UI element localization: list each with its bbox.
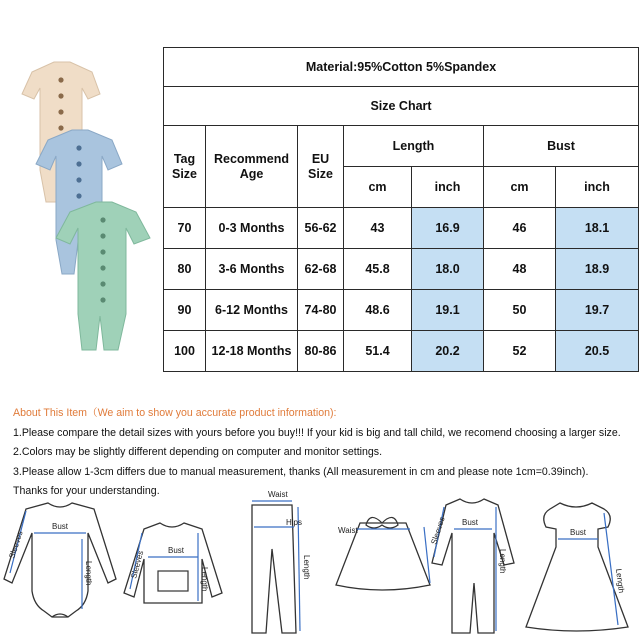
bust-label: Bust bbox=[570, 528, 587, 537]
bust-label: Bust bbox=[462, 518, 479, 527]
cell-bust-cm: 50 bbox=[484, 290, 556, 331]
table-row bbox=[164, 249, 639, 290]
material-text: Material:95%Cotton 5%Spandex bbox=[164, 48, 639, 87]
note-line-3: 3.Please allow 1-3cm differs due to manual measurement, thanks (All measurement in cm and please note 1cm=0.39inch). bbox=[13, 465, 589, 478]
note-line-1: 1.Please compare the detail sizes with yours before you buy!!! If your kid is big and tall child, we recomend choosing a larger size. bbox=[13, 426, 621, 439]
dress-diagram bbox=[524, 493, 630, 638]
cell-tag: 70 bbox=[164, 208, 206, 249]
chart-title: Size Chart bbox=[164, 87, 639, 126]
header-length-inch: inch bbox=[412, 167, 484, 208]
skirt-diagram bbox=[334, 493, 432, 638]
waist-label: Waist bbox=[338, 526, 358, 535]
cell-length-cm: 51.4 bbox=[344, 331, 412, 372]
cell-length-cm: 43 bbox=[344, 208, 412, 249]
pants-diagram bbox=[240, 490, 311, 638]
sweatshirt-diagram bbox=[129, 493, 222, 638]
cell-tag: 100 bbox=[164, 331, 206, 372]
cell-age: 12-18 Months bbox=[206, 331, 298, 372]
cell-length-cm: 45.8 bbox=[344, 249, 412, 290]
header-bust-inch: inch bbox=[556, 167, 639, 208]
sleeves-label: Sleeves bbox=[7, 529, 25, 560]
cell-eu: 74-80 bbox=[298, 290, 344, 331]
notes-heading: About This Item（We aim to show you accurate product information): bbox=[13, 407, 337, 419]
table-row bbox=[164, 208, 639, 249]
cell-length-inch: 18.0 bbox=[412, 249, 484, 290]
cell-length-inch: 19.1 bbox=[412, 290, 484, 331]
size-chart-table bbox=[163, 47, 639, 372]
cell-bust-inch: 19.7 bbox=[556, 290, 639, 331]
header-length-cm: cm bbox=[344, 167, 412, 208]
cell-bust-inch: 20.5 bbox=[556, 331, 639, 372]
length-label: Length bbox=[200, 567, 209, 592]
header-recommend-age: Recommend Age bbox=[206, 126, 298, 208]
cell-age: 3-6 Months bbox=[206, 249, 298, 290]
table-row bbox=[164, 290, 639, 331]
cell-bust-cm: 46 bbox=[484, 208, 556, 249]
cell-tag: 80 bbox=[164, 249, 206, 290]
cell-length-cm: 48.6 bbox=[344, 290, 412, 331]
cell-eu: 62-68 bbox=[298, 249, 344, 290]
header-bust-cm: cm bbox=[484, 167, 556, 208]
sleeves-label: Sleeves bbox=[129, 549, 146, 580]
bodysuit-diagram bbox=[7, 493, 120, 638]
cell-eu: 56-62 bbox=[298, 208, 344, 249]
header-eu-size: EU Size bbox=[298, 126, 344, 208]
cell-length-inch: 20.2 bbox=[412, 331, 484, 372]
note-line-4: Thanks for your understanding. bbox=[13, 485, 160, 497]
note-line-2: 2.Colors may be slightly different depending on computer and monitor settings. bbox=[13, 446, 383, 458]
notes-section bbox=[13, 404, 633, 502]
table-row bbox=[164, 331, 639, 372]
length-label: Length bbox=[498, 549, 507, 574]
cell-length-inch: 16.9 bbox=[412, 208, 484, 249]
green-romper-image bbox=[56, 202, 150, 350]
jumpsuit-diagram bbox=[429, 493, 514, 638]
header-length: Length bbox=[344, 126, 484, 167]
product-photo bbox=[8, 52, 163, 358]
bust-label: Bust bbox=[168, 546, 185, 555]
cell-bust-cm: 52 bbox=[484, 331, 556, 372]
sleeves-label: Sleeves bbox=[429, 515, 447, 546]
cell-bust-inch: 18.9 bbox=[556, 249, 639, 290]
cell-age: 0-3 Months bbox=[206, 208, 298, 249]
cell-tag: 90 bbox=[164, 290, 206, 331]
cell-bust-inch: 18.1 bbox=[556, 208, 639, 249]
header-tag-size: Tag Size bbox=[164, 126, 206, 208]
cell-bust-cm: 48 bbox=[484, 249, 556, 290]
header-bust: Bust bbox=[484, 126, 639, 167]
hips-label: Hips bbox=[286, 518, 303, 527]
waist-label: Waist bbox=[268, 490, 288, 499]
cell-age: 6-12 Months bbox=[206, 290, 298, 331]
cell-eu: 80-86 bbox=[298, 331, 344, 372]
bust-label: Bust bbox=[52, 522, 69, 531]
length-label: Length bbox=[614, 568, 626, 594]
length-label: Length bbox=[302, 555, 311, 580]
length-label: Length bbox=[84, 561, 93, 586]
